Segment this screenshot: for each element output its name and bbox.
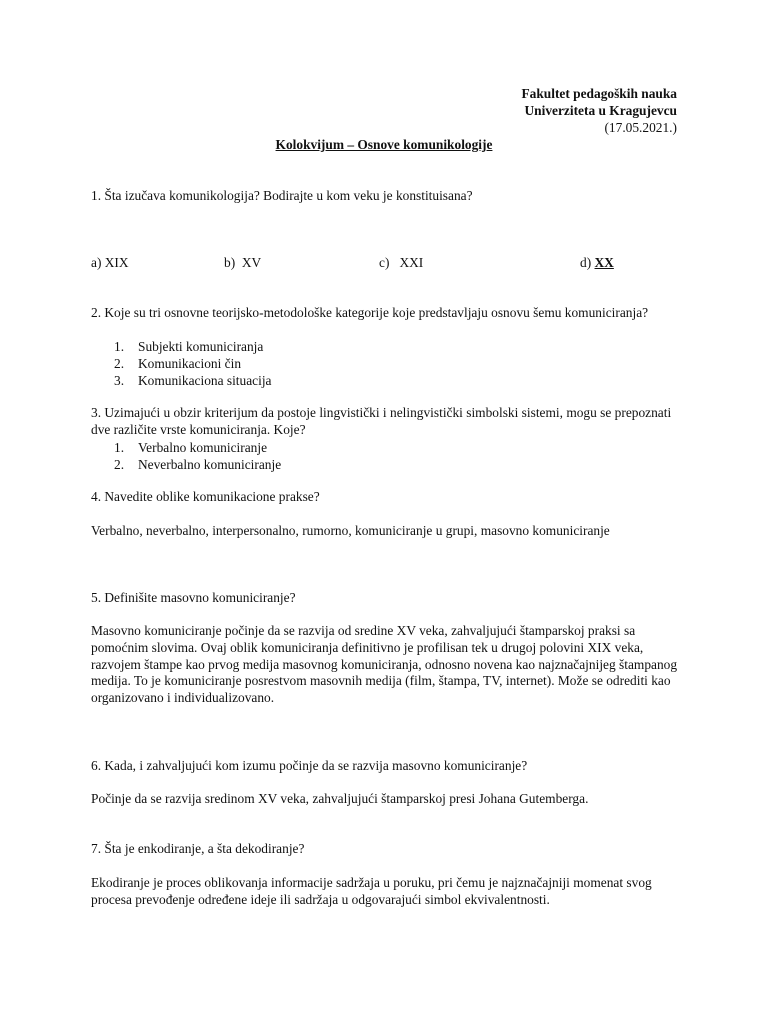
list-item: 2. Komunikacioni čin bbox=[114, 356, 242, 371]
option-letter: b) bbox=[224, 255, 236, 270]
option-b bbox=[224, 255, 261, 271]
option-letter: a) bbox=[91, 255, 102, 270]
exam-title: Kolokvijum – Osnove komunikologije bbox=[275, 137, 493, 152]
option-a bbox=[91, 255, 129, 271]
option-c bbox=[379, 255, 423, 271]
answer-list-3 bbox=[114, 439, 281, 473]
list-item: 1. Verbalno komuniciranje bbox=[114, 440, 268, 455]
list-item: 2. Neverbalno komuniciranje bbox=[114, 457, 282, 472]
question-6: 6. Kada, i zahvaljujući kom izumu počinje da se razvija masovno komuniciranje? bbox=[91, 758, 528, 773]
answer-7: Ekodiranje je proces oblikovanja informacije sadržaja u poruku, pri čemu je najznačajniji momenat svog procesa prevođenje određene ideje ili sadržaja u odgovarajući simbol ekvivalentnosti. bbox=[91, 875, 652, 907]
answer-5: Masovno komuniciranje počinje da se razvija od sredine XV veka, zahvaljujući štamparskoj praksi sa pomoćnim slovima. Ovaj oblik komuniciranja definitivno je profilisan tek u drugoj polovini XIX veka, razvojem štampe kao prvog medija masovnog komuniciranja, odnosno novena kao najznačajnijeg štampanog medija. To je komuniciranje posrestvom masovnih medija (film, štampa, TV, internet). Može se odrediti kao organizovano i individualizovano. bbox=[91, 623, 678, 706]
option-letter: d) bbox=[580, 255, 592, 270]
option-text: XXI bbox=[399, 255, 424, 270]
question-5: 5. Definišite masovno komuniciranje? bbox=[91, 590, 296, 605]
list-item: 3. Komunikaciona situacija bbox=[114, 373, 272, 388]
question-1: 1. Šta izučava komunikologija? Bodirajte u kom veku je konstituisana? bbox=[91, 188, 473, 203]
answer-6: Počinje da se razvija sredinom XV veka, zahvaljujući štamparskoj presi Johana Gutemberga. bbox=[91, 791, 589, 806]
question-7: 7. Šta je enkodiranje, a šta dekodiranje? bbox=[91, 841, 305, 856]
answer-4: Verbalno, neverbalno, interpersonalno, rumorno, komuniciranje u grupi, masovno komuniciranje bbox=[91, 523, 610, 538]
university-name: Univerziteta u Kragujevcu bbox=[524, 103, 677, 118]
question-4: 4. Navedite oblike komunikacione prakse? bbox=[91, 489, 320, 504]
option-text: XV bbox=[241, 255, 262, 270]
answer-list-2 bbox=[114, 338, 272, 389]
exam-date: (17.05.2021.) bbox=[604, 120, 677, 135]
option-letter: c) bbox=[379, 255, 390, 270]
option-d-selected bbox=[580, 255, 614, 271]
faculty-name: Fakultet pedagoških nauka bbox=[521, 86, 677, 101]
option-text-answer: XX bbox=[594, 255, 614, 270]
question-2: 2. Koje su tri osnovne teorijsko-metodološke kategorije koje predstavljaju osnovu šemu komuniciranja? bbox=[91, 305, 649, 320]
question-3: 3. Uzimajući u obzir kriterijum da postoje lingvistički i nelingvistički simbolski sistemi, mogu se prepoznati dve različite vrste komuniciranja. Koje? bbox=[91, 405, 672, 437]
list-item: 1. Subjekti komuniciranja bbox=[114, 339, 264, 354]
option-text: XIX bbox=[104, 255, 129, 270]
